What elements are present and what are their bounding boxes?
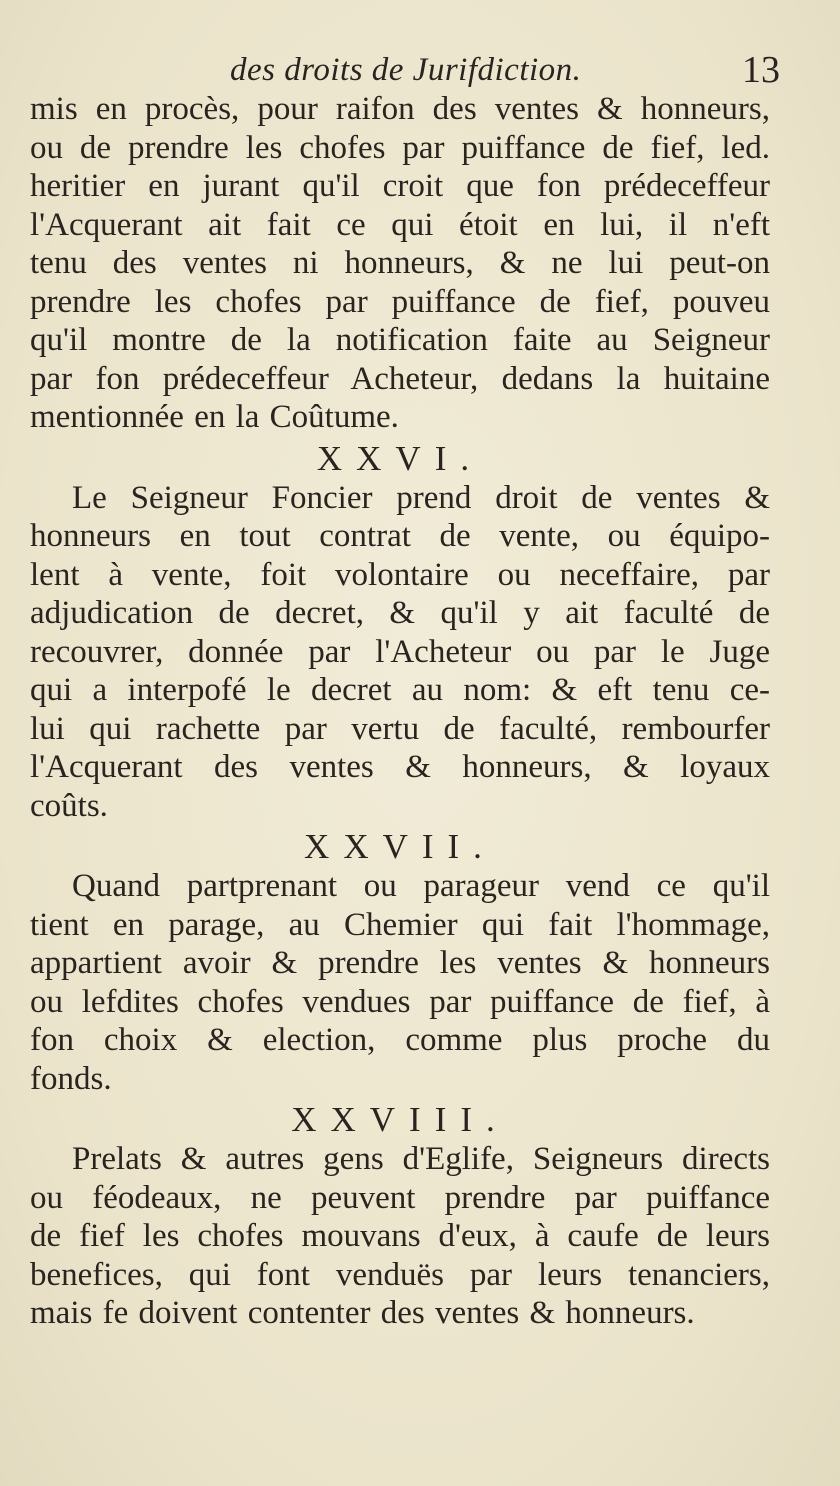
- text-line: Le Seigneur Foncier prend droit de ventes &: [72, 479, 770, 516]
- text-line: qu'il montre de la notification faite au Seigneur: [30, 322, 770, 358]
- text-line: par fon prédeceffeur Acheteur, dedans la huitaine: [30, 360, 770, 397]
- text-line: adjudication de decret, & qu'il y ait faculté de: [30, 595, 770, 631]
- text-line: heritier en jurant qu'il croit que fon prédeceffeur: [30, 168, 770, 204]
- text-line: de fief les chofes mouvans d'eux, à caufe de leurs: [30, 1218, 770, 1254]
- text-line: recouvrer, donnée par l'Acheteur ou par le Juge: [30, 633, 770, 670]
- text-line: qui a interpofé le decret au nom: & eft tenu ce-: [30, 672, 770, 708]
- text-line: appartient avoir & prendre les ventes & honneurs: [30, 945, 770, 981]
- text-line: tenu des ventes ni honneurs, & ne lui peut-on: [30, 245, 770, 281]
- text-line: ou lefdites chofes vendues par puiffance de fief, à: [30, 983, 770, 1020]
- body-text: [30, 90, 770, 1333]
- text-line: mentionnée en la Coûtume.: [30, 399, 399, 435]
- text-line: ou de prendre les chofes par puiffance de fief, led.: [30, 129, 770, 166]
- text-line: mis en procès, pour raifon des ventes & honneurs,: [30, 91, 770, 127]
- text-line: lui qui rachette par vertu de faculté, rembourfer: [30, 710, 770, 747]
- text-line: mais fe doivent contenter des ventes & honneurs.: [30, 1295, 695, 1331]
- text-line: tient en parage, au Chemier qui fait l'hommage,: [30, 906, 770, 943]
- running-head-title: des droits de Jurifdiction.: [230, 52, 582, 88]
- article-heading: XXVIII.: [291, 1100, 509, 1139]
- text-line: lent à vente, foit volontaire ou neceffaire, par: [30, 556, 770, 593]
- text-line: Quand partprenant ou parageur vend ce qu'il: [72, 868, 770, 904]
- text-line: ou féodeaux, ne peuvent prendre par puiffance: [30, 1179, 770, 1216]
- text-line: benefices, qui font venduës par leurs tenanciers,: [30, 1256, 770, 1293]
- text-line: coûts.: [30, 787, 108, 824]
- text-line: fon choix & election, comme plus proche du: [30, 1022, 770, 1058]
- article-heading: XXVII.: [304, 827, 496, 866]
- text-line: prendre les chofes par puiffance de fief, pouveu: [30, 283, 770, 320]
- text-line: l'Acquerant ait fait ce qui étoit en lui, il n'eft: [30, 206, 770, 243]
- text-line: honneurs en tout contrat de vente, ou équipo-: [30, 518, 770, 554]
- text-line: l'Acquerant des ventes & honneurs, & loyaux: [30, 749, 770, 785]
- text-line: Prelats & autres gens d'Eglife, Seigneurs directs: [72, 1141, 770, 1177]
- text-line: fonds.: [30, 1060, 112, 1097]
- page-number: 13: [742, 49, 780, 91]
- running-head: [30, 49, 780, 92]
- article-heading: XXVI.: [316, 438, 484, 478]
